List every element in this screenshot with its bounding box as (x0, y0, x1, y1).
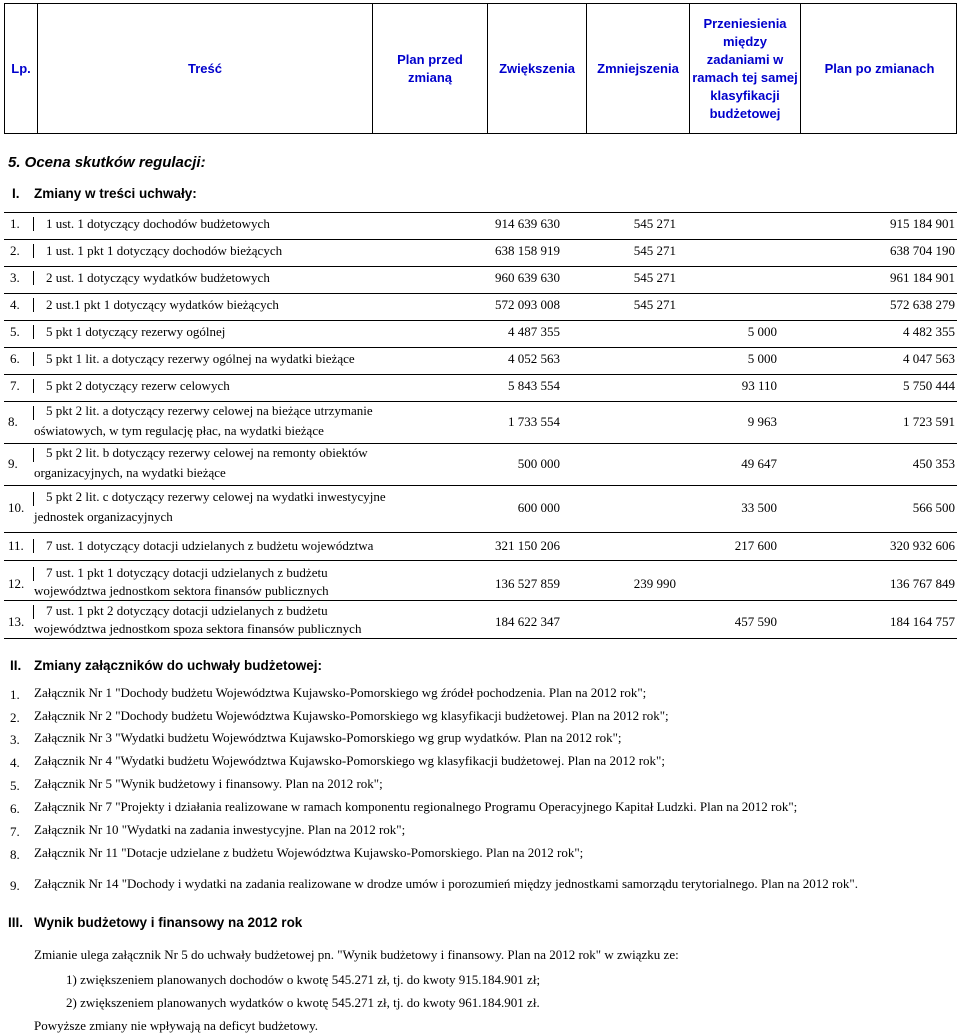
table-cell-po: 5 750 444 (903, 378, 955, 393)
table-cell-zw: 545 271 (633, 270, 676, 285)
table-cell-po: 566 500 (912, 500, 955, 515)
table-row-text-line1: 7 ust. 1 pkt 1 dotyczący dotacji udzielanych z budżetu (46, 565, 328, 580)
table-cell-plan: 5 843 554 (508, 378, 560, 393)
section-mark-icon (33, 406, 34, 420)
result-outro: Powyższe zmiany nie wpływają na deficyt budżetowy. (34, 1018, 318, 1033)
annex-item: Załącznik Nr 11 "Dotacje udzielane z budżetu Województwa Kujawsko-Pomorskiego. Plan na 2012 rok"; (34, 845, 584, 860)
section-5-title: 5. Ocena skutków regulacji: (8, 154, 206, 171)
header-lp: Lp. (5, 4, 38, 133)
table-cell-plan: 4 487 355 (508, 324, 560, 339)
header-zmniejszenia: Zmniejszenia (587, 4, 690, 133)
table-cell-zm: 93 110 (741, 378, 777, 393)
section-mark-icon (33, 567, 34, 581)
header-plan-po: Plan po zmianach (824, 60, 935, 76)
table-cell-po: 136 767 849 (890, 576, 955, 591)
table-row-lp: 6. (10, 351, 20, 366)
table-row-lp: 2. (10, 243, 20, 258)
table-cell-po: 961 184 901 (890, 270, 955, 285)
section-mark-icon (33, 325, 34, 339)
row-divider (4, 212, 957, 213)
table-cell-plan: 184 622 347 (495, 614, 560, 629)
table-row-lp: 9. (8, 456, 18, 471)
table-row-text: 1 ust. 1 dotyczący dochodów budżetowych (46, 216, 270, 231)
table-cell-zm: 49 647 (741, 456, 777, 471)
table-cell-zw: 545 271 (633, 216, 676, 231)
table-row-lp: 5. (10, 324, 20, 339)
annex-number: 4. (10, 755, 20, 770)
section-mark-icon (33, 271, 34, 285)
annex-number: 2. (10, 710, 20, 725)
table-cell-zm: 5 000 (747, 351, 777, 366)
table-row-text-line1: 5 pkt 2 lit. c dotyczący rezerwy celowej na wydatki inwestycyjne (46, 489, 386, 504)
table-cell-po: 4 047 563 (903, 351, 955, 366)
table-row-text: 1 ust. 1 pkt 1 dotyczący dochodów bieżących (46, 243, 283, 258)
table-cell-zw: 239 990 (633, 576, 676, 591)
annex-item: Załącznik Nr 10 "Wydatki na zadania inwestycyjne. Plan na 2012 rok"; (34, 822, 406, 837)
table-cell-plan: 960 639 630 (495, 270, 560, 285)
table-header (4, 3, 957, 134)
table-row-text: 5 pkt 1 lit. a dotyczący rezerwy ogólnej na wydatki bieżące (46, 351, 355, 366)
table-cell-zm: 217 600 (734, 538, 777, 553)
table-row-lp: 7. (10, 378, 20, 393)
table-row-lp: 8. (8, 414, 18, 429)
section-i-title: Zmiany w treści uchwały: (34, 186, 197, 201)
table-row-text: 5 pkt 2 dotyczący rezerw celowych (46, 378, 230, 393)
table-cell-plan: 572 093 008 (495, 297, 560, 312)
section-mark-icon (33, 539, 34, 553)
section-iii-title: Wynik budżetowy i finansowy na 2012 rok (34, 915, 303, 930)
table-cell-zw: 545 271 (633, 243, 676, 258)
row-divider (4, 320, 957, 321)
table-cell-plan: 600 000 (517, 500, 560, 515)
section-mark-icon (33, 605, 34, 619)
table-row-text-line1: 7 ust. 1 pkt 2 dotyczący dotacji udzielanych z budżetu (46, 603, 328, 618)
table-cell-po: 184 164 757 (890, 614, 955, 629)
section-mark-icon (33, 298, 34, 312)
table-cell-plan: 321 150 206 (495, 538, 560, 553)
table-row-text: 5 pkt 1 dotyczący rezerwy ogólnej (46, 324, 226, 339)
table-cell-plan: 638 158 919 (495, 243, 560, 258)
row-divider (4, 347, 957, 348)
annex-item: Załącznik Nr 3 "Wydatki budżetu Województwa Kujawsko-Pomorskiego wg grup wydatków. Plan na 2012 rok"; (34, 730, 622, 745)
result-point-1: 1) zwiększeniem planowanych dochodów o kwotę 545.271 zł, tj. do kwoty 915.184.901 zł; (66, 972, 541, 987)
table-cell-po: 450 353 (912, 456, 955, 471)
section-mark-icon (33, 448, 34, 462)
row-divider (4, 443, 957, 444)
table-cell-plan: 136 527 859 (495, 576, 560, 591)
table-row-lp: 11. (8, 538, 24, 553)
row-divider (4, 560, 957, 561)
table-cell-po: 320 932 606 (890, 538, 955, 553)
table-cell-zm: 457 590 (734, 614, 777, 629)
section-i-number: I. (12, 186, 20, 201)
table-row-text-line2: oświatowych, w tym regulację płac, na wydatki bieżące (34, 423, 324, 438)
table-row-lp: 4. (10, 297, 20, 312)
row-divider (4, 266, 957, 267)
table-cell-zm: 33 500 (741, 500, 777, 515)
header-zwiekszenia: Zwiększenia (488, 4, 587, 133)
row-divider (4, 638, 957, 639)
section-mark-icon (33, 379, 34, 393)
table-row-lp: 10. (8, 500, 25, 515)
table-cell-po: 915 184 901 (890, 216, 955, 231)
table-row-lp: 1. (10, 216, 20, 231)
table-row-text: 2 ust.1 pkt 1 dotyczący wydatków bieżących (46, 297, 279, 312)
row-divider (4, 293, 957, 294)
header-tresc: Treść (38, 4, 373, 133)
result-point-2: 2) zwiększeniem planowanych wydatków o kwotę 545.271 zł, tj. do kwoty 961.184.901 zł. (66, 995, 540, 1010)
table-row-lp: 13. (8, 614, 25, 629)
table-row-text-line2: województwa jednostkom sektora finansów publicznych (34, 583, 329, 598)
header-przeniesienia: Przeniesienia między zadaniami w ramach tej samej klasyfikacji budżetowej (690, 4, 801, 133)
table-cell-plan: 1 733 554 (508, 414, 560, 429)
section-ii-number: II. (10, 658, 22, 673)
section-ii-title: Zmiany załączników do uchwały budżetowej: (34, 658, 323, 673)
table-row-text-line1: 5 pkt 2 lit. b dotyczący rezerwy celowej na remonty obiektów (46, 445, 368, 460)
table-row-text-line2: organizacyjnych, na wydatki bieżące (34, 465, 226, 480)
table-cell-zw: 545 271 (633, 297, 676, 312)
table-cell-plan: 500 000 (517, 456, 560, 471)
table-cell-zm: 5 000 (747, 324, 777, 339)
table-cell-plan: 914 639 630 (495, 216, 560, 231)
header-plan-przed: Plan przed zmianą (373, 4, 488, 133)
section-mark-icon (33, 492, 34, 506)
annex-number: 6. (10, 801, 20, 816)
table-row-text-line2: jednostek organizacyjnych (34, 509, 173, 524)
table-row-text: 2 ust. 1 dotyczący wydatków budżetowych (46, 270, 270, 285)
table-cell-po: 638 704 190 (890, 243, 955, 258)
result-intro: Zmianie ulega załącznik Nr 5 do uchwały budżetowej pn. "Wynik budżetowy i finansowy. Plan na 2012 rok" w związku ze: (34, 947, 679, 962)
section-mark-icon (33, 244, 34, 258)
table-cell-po: 572 638 279 (890, 297, 955, 312)
row-divider (4, 485, 957, 486)
table-cell-zm: 9 963 (747, 414, 777, 429)
table-row-lp: 12. (8, 576, 25, 591)
annex-item: Załącznik Nr 7 "Projekty i działania realizowane w ramach komponentu regionalnego Programu Operacyjnego Kapitał Ludzki. Plan na 2012 rok"; (34, 799, 798, 814)
table-row-text-line2: województwa jednostkom spoza sektora finansów publicznych (34, 621, 362, 636)
row-divider (4, 374, 957, 375)
annex-item: Załącznik Nr 4 "Wydatki budżetu Województwa Kujawsko-Pomorskiego wg klasyfikacji budżetowej. Plan na 2012 rok"; (34, 753, 665, 768)
table-row-text: 7 ust. 1 dotyczący dotacji udzielanych z budżetu województwa (46, 538, 374, 553)
annex-item: Załącznik Nr 1 "Dochody budżetu Województwa Kujawsko-Pomorskiego wg źródeł pochodzenia. Plan na 2012 rok"; (34, 685, 647, 700)
annex-item: Załącznik Nr 14 "Dochody i wydatki na zadania realizowane w drodze umów i porozumień między jednostkami samorządu terytorialnego. Plan na 2012 rok". (34, 876, 858, 891)
table-cell-po: 4 482 355 (903, 324, 955, 339)
section-mark-icon (33, 217, 34, 231)
row-divider (4, 532, 957, 533)
annex-number: 5. (10, 778, 20, 793)
annex-number: 9. (10, 878, 20, 893)
row-divider (4, 401, 957, 402)
annex-number: 7. (10, 824, 20, 839)
row-divider (4, 600, 957, 601)
row-divider (4, 239, 957, 240)
annex-number: 1. (10, 687, 20, 702)
annex-item: Załącznik Nr 2 "Dochody budżetu Województwa Kujawsko-Pomorskiego wg klasyfikacji budżetowej. Plan na 2012 rok"; (34, 708, 669, 723)
table-cell-plan: 4 052 563 (508, 351, 560, 366)
section-iii-number: III. (8, 915, 24, 930)
table-row-text-line1: 5 pkt 2 lit. a dotyczący rezerwy celowej na bieżące utrzymanie (46, 403, 373, 418)
table-cell-po: 1 723 591 (903, 414, 955, 429)
annex-number: 3. (10, 732, 20, 747)
annex-item: Załącznik Nr 5 "Wynik budżetowy i finansowy. Plan na 2012 rok"; (34, 776, 383, 791)
section-mark-icon (33, 352, 34, 366)
annex-number: 8. (10, 847, 20, 862)
table-row-lp: 3. (10, 270, 20, 285)
